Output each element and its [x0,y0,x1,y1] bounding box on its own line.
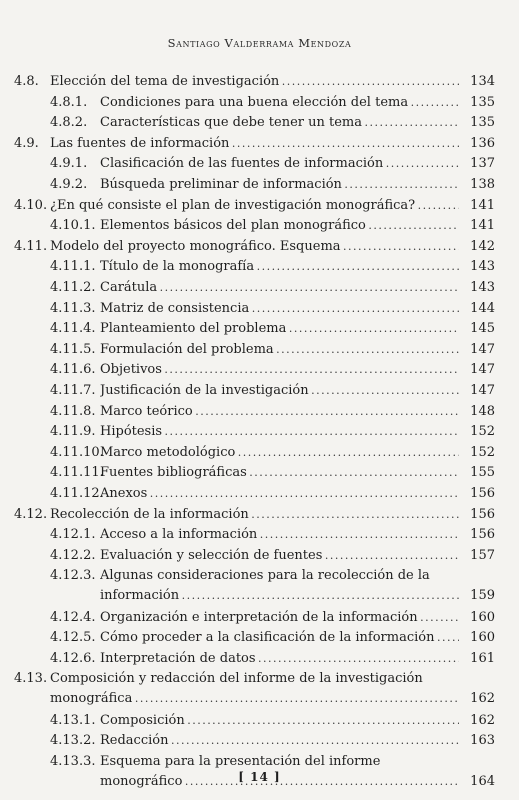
toc-entry-number: 4.11.3. [50,300,96,316]
toc-entry-title: Fuentes bibliográficas . . . [100,463,459,483]
toc-entry [0,608,519,630]
toc-entry-page: 156 [470,486,495,501]
toc-entry-page: 164 [470,773,495,789]
toc-entry-title: Elección del tema de investigación . . . [50,72,459,92]
toc-entry-title: Carátula . . . [100,278,459,298]
toc-entry [0,443,519,465]
toc-entry-page: 137 [470,156,495,172]
toc-entry-title: Objetivos . . . [100,360,459,380]
toc-entry-page: 159 [470,588,495,604]
toc-entry-number: 4.8.2. [50,115,88,131]
toc-entry-page: 160 [470,630,495,646]
toc-entry-page: 160 [470,609,495,625]
toc-entry-page: 162 [470,691,495,707]
toc-entry [0,649,519,671]
toc-entry-number: 4.11.9. [50,424,96,440]
toc-entry-page: 156 [470,506,495,522]
toc-entry-title: Composición . . . [100,711,459,731]
toc-entry-number: 4.13.1. [50,712,96,728]
toc-entry [0,463,519,485]
toc-entry-page: 145 [470,321,495,337]
toc-entry [0,360,519,382]
toc-entry-number: 4.11.10. [50,444,104,460]
toc-entry-title-continued: información . . . [100,586,459,606]
toc-entry-number: 4.13.2. [50,733,96,749]
toc-entry-number: 4.9.1. [50,156,88,172]
toc-entry [0,566,519,608]
toc-entry-page: 135 [470,94,495,110]
toc-entry-number: 4.11.12. [50,486,104,501]
toc-entry [0,72,519,94]
toc-entry-page: 142 [470,238,495,254]
toc-entry [0,546,519,568]
toc-entry [0,484,519,506]
toc-entry-page: 136 [470,135,495,151]
toc-entry [0,278,519,300]
toc-entry-title: Elementos básicos del plan monográfico . . . [100,216,459,236]
toc-entry-title: Matriz de consistencia . . . [100,299,459,319]
toc-entry-number: 4.12.5. [50,630,96,646]
toc-entry-title: Composición y redacción del informe de la investigación [50,671,423,687]
toc-entry-number: 4.11.8. [50,403,96,419]
toc-entry-page: 161 [470,650,495,666]
toc-entry-title: Características que debe tener un tema . . . [100,113,459,133]
toc-entry [0,154,519,176]
toc-entry-number: 4.11. [14,238,48,254]
page-number: [ 14 ] [238,770,281,784]
toc-entry-page: 147 [470,362,495,378]
running-head: Santiago Valderrama Mendoza [167,36,352,50]
toc-entry-number: 4.12.1. [50,527,96,543]
toc-entry-page: 138 [470,177,495,192]
toc-entry [0,113,519,135]
toc-entry-page: 163 [470,733,495,749]
toc-entry [0,628,519,650]
toc-entry-title: Clasificación de las fuentes de información . . . [100,154,459,174]
toc-entry [0,257,519,279]
toc-entry [0,422,519,444]
toc-entry-title: Justificación de la investigación . . . [100,381,459,401]
toc-entry-page: 147 [470,383,495,398]
toc-entry-number: 4.11.5. [50,341,96,357]
toc-entry-title: Algunas consideraciones para la recolección de la [100,568,430,584]
toc-entry [0,340,519,362]
toc-entry-number: 4.11.7. [50,383,96,398]
toc-entry-page: 148 [470,403,495,419]
toc-entry-number: 4.9.2. [50,177,88,192]
toc-entry-title: Condiciones para una buena elección del tema . . . [100,93,459,113]
toc-entry [0,299,519,321]
toc-entry [0,669,519,711]
toc-entry-page: 134 [470,74,495,89]
toc-entry-title: Evaluación y selección de fuentes . . . [100,546,459,566]
toc-entry [0,505,519,527]
toc-entry-number: 4.12. [14,506,48,522]
toc-entry-title: Organización e interpretación de la información . . . [100,608,459,628]
toc-entry-page: 157 [470,547,495,563]
toc-entry-number: 4.8.1. [50,94,88,110]
toc-entry-title: Título de la monografía . . . [100,257,459,277]
toc-entry-title: Acceso a la información . . . [100,525,459,545]
toc-entry-number: 4.11.1. [50,259,96,275]
toc-entry-number: 4.11.4. [50,321,96,337]
toc-entry-title: Anexos . . . [100,484,459,504]
toc-entry [0,196,519,218]
toc-entry-title: Hipótesis . . . [100,422,459,442]
toc-entry-number: 4.12.2. [50,547,96,563]
toc-entry-title: Las fuentes de información . . . [50,134,459,154]
toc-entry [0,525,519,547]
toc-entry-number: 4.10.1. [50,218,96,234]
toc-entry-page: 155 [470,465,495,481]
toc-entry-title-continued: monográfico . . . [100,772,459,792]
toc-entry-number: 4.13. [14,671,48,687]
toc-entry-number: 4.11.2. [50,280,96,295]
toc-entry [0,216,519,238]
toc-entry-number: 4.11.11. [50,465,104,481]
toc-entry-title: Modelo del proyecto monográfico. Esquema . . . [50,237,459,257]
toc-entry [0,237,519,259]
toc-entry [0,402,519,424]
toc-entry [0,93,519,115]
toc-entry-number: 4.12.6. [50,650,96,666]
toc-entry-page: 143 [470,280,495,295]
toc-entry-title: Marco metodológico . . . [100,443,459,463]
toc-entry-page: 152 [470,444,495,460]
toc-entry-page: 141 [470,197,495,213]
toc-entry-number: 4.13.3. [50,753,96,769]
toc-entry [0,175,519,197]
toc-entry-title: Búsqueda preliminar de información . . . [100,175,459,195]
toc-entry-title: Planteamiento del problema . . . [100,319,459,339]
toc-entry-page: 147 [470,341,495,357]
toc-entry-number: 4.12.4. [50,609,96,625]
toc-entry-page: 156 [470,527,495,543]
toc-entry [0,731,519,753]
toc-entry-title: Interpretación de datos . . . [100,649,459,669]
toc-entry-title: Cómo proceder a la clasificación de la información . . . [100,628,459,648]
toc-entry-page: 162 [470,712,495,728]
toc-entry-title: Formulación del problema . . . [100,340,459,360]
toc-entry-number: 4.8. [14,74,39,89]
toc-entry-title: Redacción . . . [100,731,459,751]
toc-entry-number: 4.10. [14,197,48,213]
toc-entry-title: Marco teórico . . . [100,402,459,422]
toc-entry-title: ¿En qué consiste el plan de investigación monográfica? . . . [50,196,459,216]
toc-entry-page: 144 [470,300,495,316]
toc-entry [0,134,519,156]
toc-entry-title: Recolección de la información . . . [50,505,459,525]
toc-entry [0,381,519,403]
toc-entry [0,319,519,341]
toc-entry-page: 152 [470,424,495,440]
toc-entry-title: Esquema para la presentación del informe [100,753,381,769]
toc-entry-number: 4.12.3. [50,568,96,584]
toc-entry-number: 4.11.6. [50,362,96,378]
toc-entry-page: 141 [470,218,495,234]
toc-entry [0,711,519,733]
toc-entry-page: 143 [470,259,495,275]
toc-entry-page: 135 [470,115,495,131]
toc-entry-title-continued: monográfica . . . [50,689,459,709]
toc-entry-number: 4.9. [14,135,39,151]
